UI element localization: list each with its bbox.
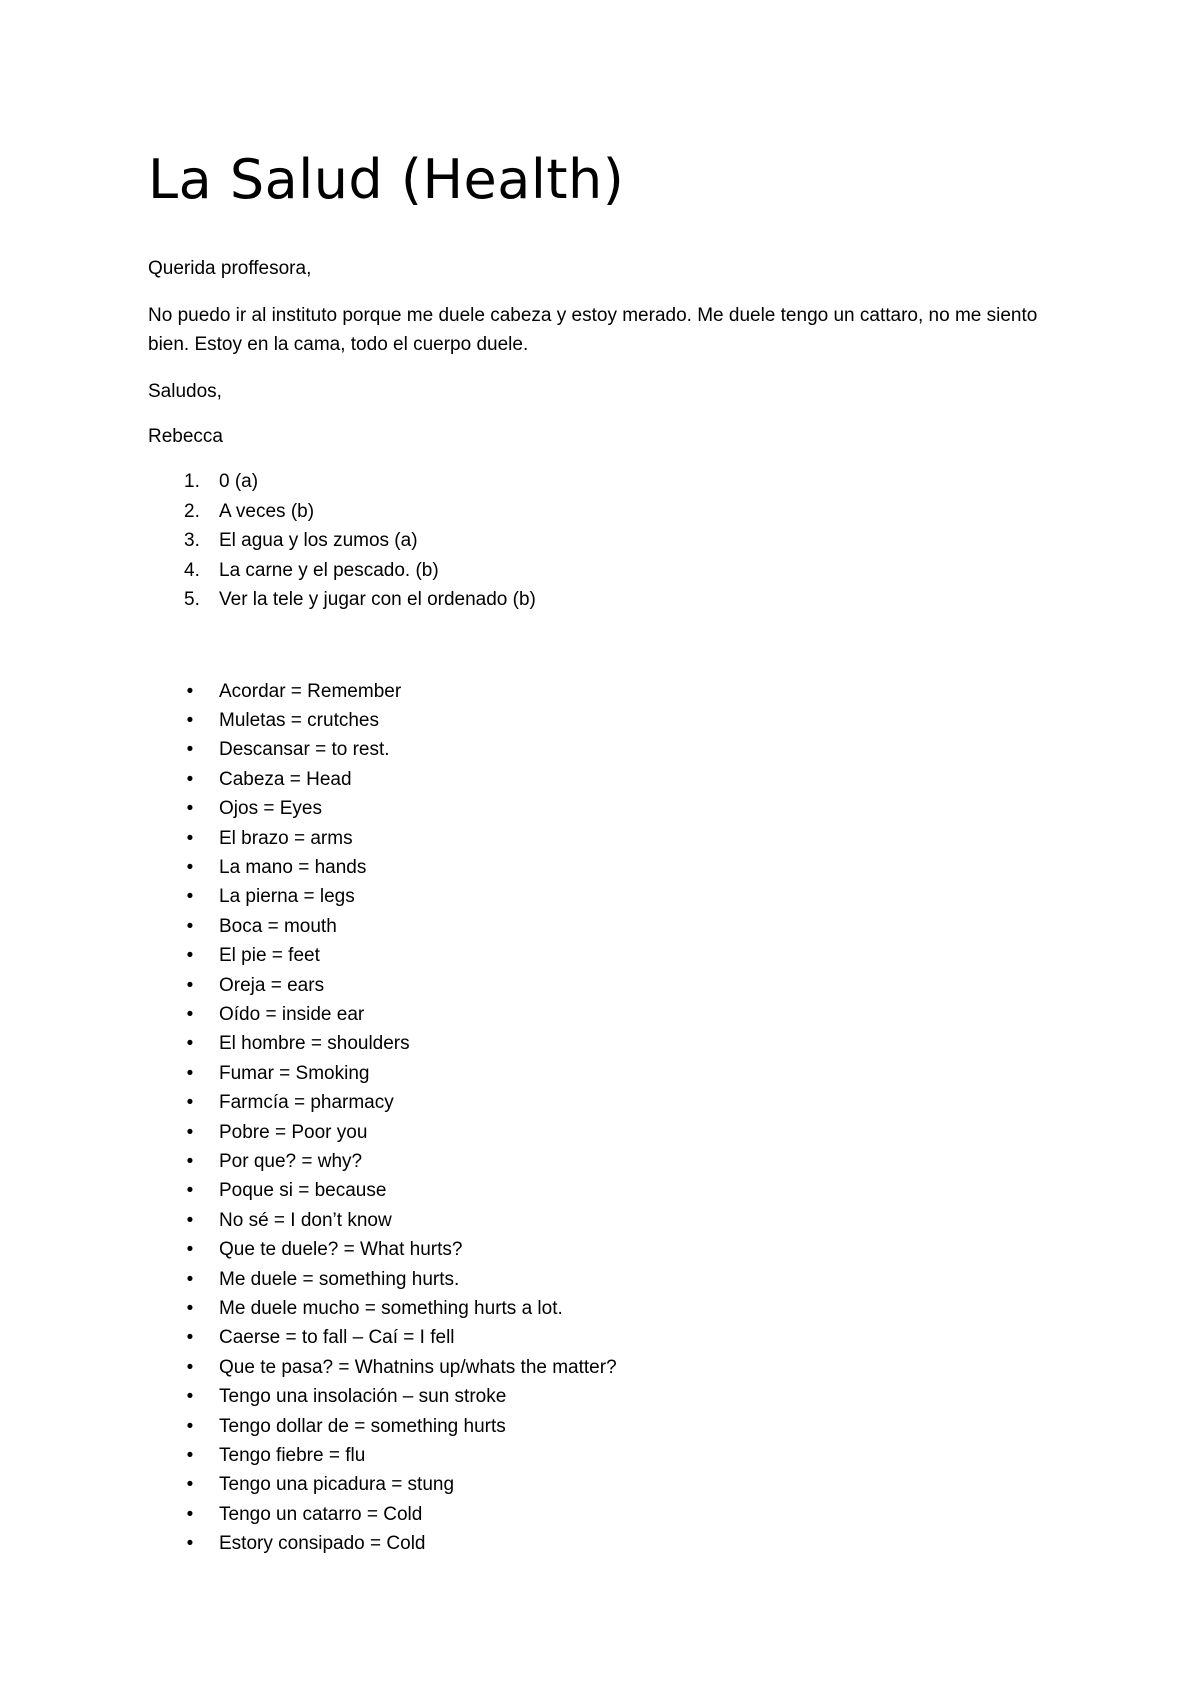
bullet-icon: • <box>186 1415 194 1437</box>
list-item <box>148 1529 1068 1558</box>
list-item <box>148 971 1068 1000</box>
list-item-text: Estory consipado = Cold <box>219 1533 426 1555</box>
bullet-icon: • <box>186 798 194 820</box>
list-item <box>148 735 1068 764</box>
document-title: La Salud (Health) <box>148 148 625 211</box>
bullet-icon: • <box>186 1503 194 1525</box>
list-item-text: Caerse = to fall – Caí = I fell <box>219 1327 455 1349</box>
list-item-text: Descansar = to rest. <box>219 739 390 761</box>
list-item-text: Oreja = ears <box>219 974 325 996</box>
list-item <box>148 497 1068 527</box>
bullet-icon: • <box>186 886 194 908</box>
bullet-icon: • <box>186 974 194 996</box>
list-item <box>148 467 1068 497</box>
bullet-icon: • <box>186 1121 194 1143</box>
bullet-icon: • <box>186 945 194 967</box>
letter-body: No puedo ir al instituto porque me duele cabeza y estoy merado. Me duele tengo un cattaro, no me siento bien. Estoy en la cama, todo el cuerpo duele. <box>148 305 1038 355</box>
list-item <box>148 1059 1068 1088</box>
list-item-text: A veces (b) <box>219 500 315 522</box>
list-item-text: Poque si = because <box>219 1180 387 1202</box>
list-item-text: Tengo una insolación – sun stroke <box>219 1386 507 1408</box>
bullet-icon: • <box>186 1386 194 1408</box>
list-item-text: Tengo un catarro = Cold <box>219 1503 423 1525</box>
list-item-text: Tengo fiebre = flu <box>219 1445 366 1467</box>
bullet-icon: • <box>186 856 194 878</box>
list-number: 4. <box>184 559 200 581</box>
list-item <box>148 1000 1068 1029</box>
bullet-icon: • <box>186 915 194 937</box>
bullet-icon: • <box>186 1209 194 1231</box>
list-item-text: Fumar = Smoking <box>219 1062 370 1084</box>
list-item-text: Tengo una picadura = stung <box>219 1474 455 1496</box>
bullet-icon: • <box>186 1445 194 1467</box>
list-item <box>148 556 1068 586</box>
letter-signature: Rebecca <box>148 426 223 447</box>
bullet-icon: • <box>186 680 194 702</box>
list-number: 1. <box>184 471 200 492</box>
list-item <box>148 1206 1068 1235</box>
list-item <box>148 765 1068 794</box>
list-item-text: El pie = feet <box>219 945 320 967</box>
list-item <box>148 1029 1068 1058</box>
list-item <box>148 1412 1068 1441</box>
list-item <box>148 853 1068 882</box>
bullet-icon: • <box>186 1062 194 1084</box>
letter-closing: Saludos, <box>148 381 222 402</box>
list-item <box>148 912 1068 941</box>
list-item-text: El agua y los zumos (a) <box>219 530 418 551</box>
bullet-icon: • <box>186 1268 194 1290</box>
bullet-icon: • <box>186 768 194 790</box>
list-item <box>148 1323 1068 1352</box>
bullet-icon: • <box>186 1180 194 1202</box>
list-item-text: Que te pasa? = Whatnins up/whats the matter? <box>219 1356 617 1378</box>
list-item-text: No sé = I don’t know <box>219 1209 392 1231</box>
list-item <box>148 706 1068 735</box>
list-item <box>148 1147 1068 1176</box>
bullet-icon: • <box>186 1327 194 1349</box>
list-item-text: Me duele = something hurts. <box>219 1268 460 1290</box>
list-item-text: Me duele mucho = something hurts a lot. <box>219 1298 563 1320</box>
bullet-icon: • <box>186 1033 194 1055</box>
list-item-text: 0 (a) <box>219 471 259 492</box>
list-item <box>148 1265 1068 1294</box>
list-item <box>148 824 1068 853</box>
list-item-text: La carne y el pescado. (b) <box>219 559 439 581</box>
list-item-text: Que te duele? = What hurts? <box>219 1239 463 1261</box>
bullet-icon: • <box>186 827 194 849</box>
list-item <box>148 677 1068 706</box>
list-item-text: Tengo dollar de = something hurts <box>219 1415 506 1437</box>
list-item <box>148 1088 1068 1117</box>
list-item <box>148 1294 1068 1323</box>
bullet-icon: • <box>186 1151 194 1172</box>
list-item <box>148 1176 1068 1205</box>
list-item <box>148 1500 1068 1529</box>
list-item-text: La mano = hands <box>219 856 367 878</box>
bullet-icon: • <box>186 1003 194 1025</box>
bullet-icon: • <box>186 739 194 761</box>
bullet-icon: • <box>186 1533 194 1555</box>
list-item <box>148 526 1068 556</box>
list-number: 3. <box>184 530 200 551</box>
list-item-text: Boca = mouth <box>219 915 337 937</box>
bullet-icon: • <box>186 1092 194 1114</box>
vocab-list <box>148 677 1068 1559</box>
list-item-text: Cabeza = Head <box>219 768 352 790</box>
bullet-icon: • <box>186 1356 194 1378</box>
list-item <box>148 1441 1068 1470</box>
bullet-icon: • <box>186 1298 194 1320</box>
list-item <box>148 1470 1068 1499</box>
list-item-text: El hombre = shoulders <box>219 1033 410 1055</box>
list-item-text: Muletas = crutches <box>219 709 379 731</box>
list-item <box>148 1382 1068 1411</box>
list-item <box>148 1235 1068 1264</box>
list-item-text: La pierna = legs <box>219 886 355 908</box>
list-item <box>148 1118 1068 1147</box>
list-item-text: Oído = inside ear <box>219 1003 365 1025</box>
letter-salutation: Querida proffesora, <box>148 258 312 279</box>
bullet-icon: • <box>186 1474 194 1496</box>
bullet-icon: • <box>186 1239 194 1261</box>
list-item <box>148 585 1068 615</box>
list-item-text: El brazo = arms <box>219 827 353 849</box>
list-item <box>148 941 1068 970</box>
list-number: 5. <box>184 589 200 610</box>
list-item-text: Ver la tele y jugar con el ordenado (b) <box>219 589 536 610</box>
list-item <box>148 794 1068 823</box>
bullet-icon: • <box>186 709 194 731</box>
list-number: 2. <box>184 500 200 522</box>
list-item <box>148 1353 1068 1382</box>
answers-list <box>148 467 1068 615</box>
list-item-text: Pobre = Poor you <box>219 1121 368 1143</box>
list-item <box>148 882 1068 911</box>
list-item-text: Farmcía = pharmacy <box>219 1092 394 1114</box>
document-page <box>148 140 1068 1559</box>
list-item-text: Acordar = Remember <box>219 680 402 702</box>
list-item-text: Por que? = why? <box>219 1151 363 1172</box>
list-item-text: Ojos = Eyes <box>219 798 322 820</box>
